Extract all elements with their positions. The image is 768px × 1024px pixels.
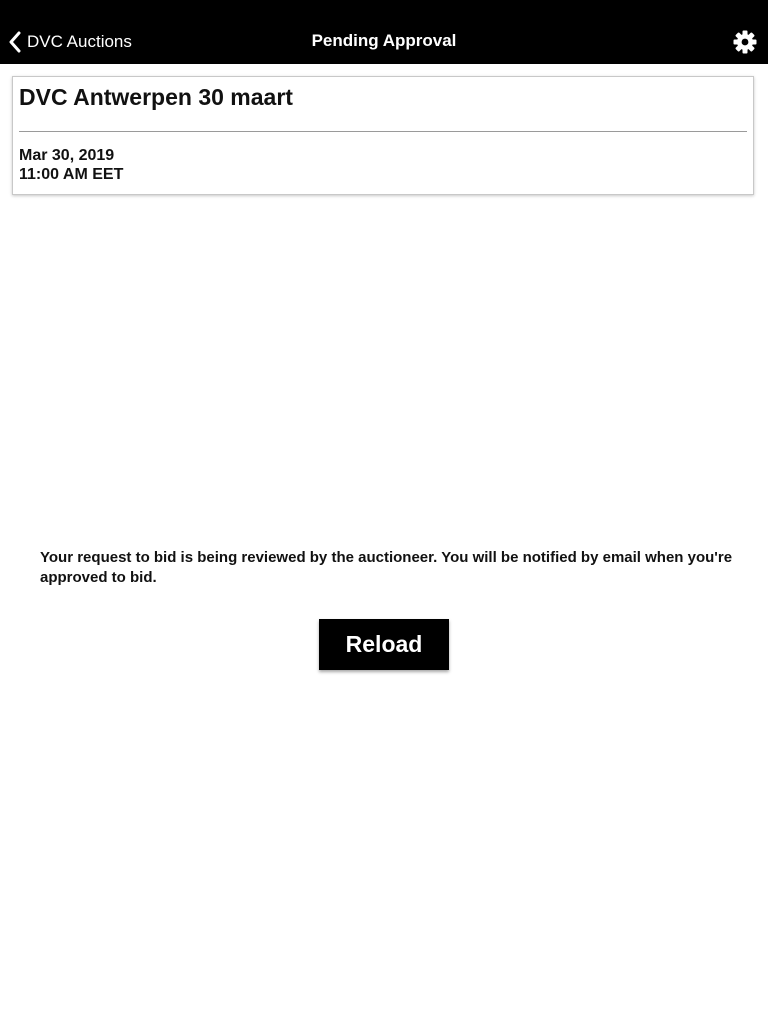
auction-date: Mar 30, 2019 <box>19 147 115 164</box>
back-button-label: DVC Auctions <box>27 32 132 51</box>
auction-card <box>12 76 754 195</box>
page-title: Pending Approval <box>311 31 457 50</box>
auction-title: DVC Antwerpen 30 maart <box>19 84 293 110</box>
navigation-bar <box>0 0 768 64</box>
pending-approval-message: Your request to bid is being reviewed by the auctioneer. You will be notified by email when you're approved to bid. <box>40 549 733 586</box>
gear-icon <box>733 41 757 58</box>
auction-time: 11:00 AM EET <box>19 166 124 183</box>
reload-button[interactable]: Reload <box>319 619 449 670</box>
divider <box>19 131 747 132</box>
settings-button[interactable] <box>733 30 757 54</box>
